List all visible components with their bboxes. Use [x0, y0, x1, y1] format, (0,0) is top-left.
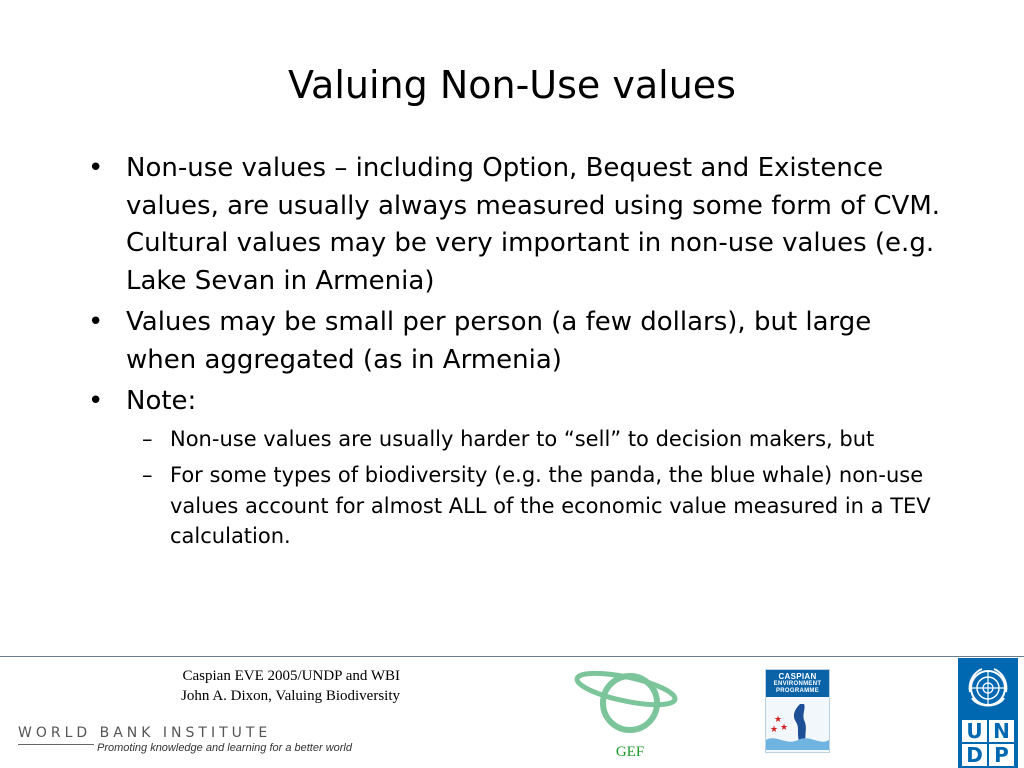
bullet-marker: • [88, 386, 104, 416]
bullet-item [86, 304, 946, 379]
bullet-text: Values may be small per person (a few dollars), but large when aggregated (as in Armenia) [126, 307, 872, 375]
gef-label: GEF [615, 744, 645, 760]
footer-line-1: Caspian EVE 2005/UNDP and WBI [182, 668, 400, 684]
cep-logo-header: CASPIAN ENVIRONMENT PROGRAMME [766, 670, 829, 697]
dash-marker: – [142, 426, 153, 451]
bullet-item [86, 150, 946, 300]
sub-bullet-text: For some types of biodiversity (e.g. the panda, the blue whale) non-use values account for almost ALL of the economic value measured in a TEV calculation. [170, 463, 931, 548]
undp-letter: D [962, 744, 987, 766]
caspian-environment-programme-logo [765, 669, 830, 753]
svg-text:★: ★ [774, 715, 783, 725]
bullet-item [86, 383, 946, 552]
svg-text:★: ★ [780, 723, 789, 733]
wbi-logo-text: WORLD BANK INSTITUTE [18, 725, 272, 741]
sub-bullet-list [126, 424, 946, 552]
undp-letter: P [989, 744, 1014, 766]
footer-credits [100, 666, 400, 706]
dash-marker: – [142, 463, 153, 487]
bullet-marker: • [88, 153, 104, 183]
footer-divider [0, 656, 1024, 657]
footer-line-2: John A. Dixon, Valuing Biodiversity [181, 688, 400, 704]
caspian-sea-map-icon [766, 700, 829, 750]
gef-globe-icon [574, 663, 686, 743]
bullet-marker: • [88, 307, 104, 337]
bullet-list [86, 150, 946, 558]
bullet-text: Note: [126, 386, 197, 416]
wbi-logo-rule [18, 744, 94, 745]
bullet-text: Non-use values – including Option, Bequest and Existence values, are usually always measured using some form of CVM. Cultural values may be very important in non-use values (e.g. Lake Sevan in Armenia) [126, 153, 941, 296]
undp-letter: U [962, 720, 987, 742]
sub-bullet-item [126, 460, 946, 552]
sub-bullet-item [126, 424, 946, 455]
slide-title: Valuing Non-Use values [288, 63, 736, 107]
undp-logo [958, 658, 1018, 768]
un-emblem-icon [962, 662, 1014, 714]
wbi-tagline: Promoting knowledge and learning for a better world [97, 742, 352, 754]
sub-bullet-text: Non-use values are usually harder to “sell” to decision makers, but [170, 426, 875, 451]
undp-letter: N [989, 720, 1014, 742]
undp-letter-grid [962, 720, 1014, 766]
svg-text:★: ★ [770, 725, 779, 735]
